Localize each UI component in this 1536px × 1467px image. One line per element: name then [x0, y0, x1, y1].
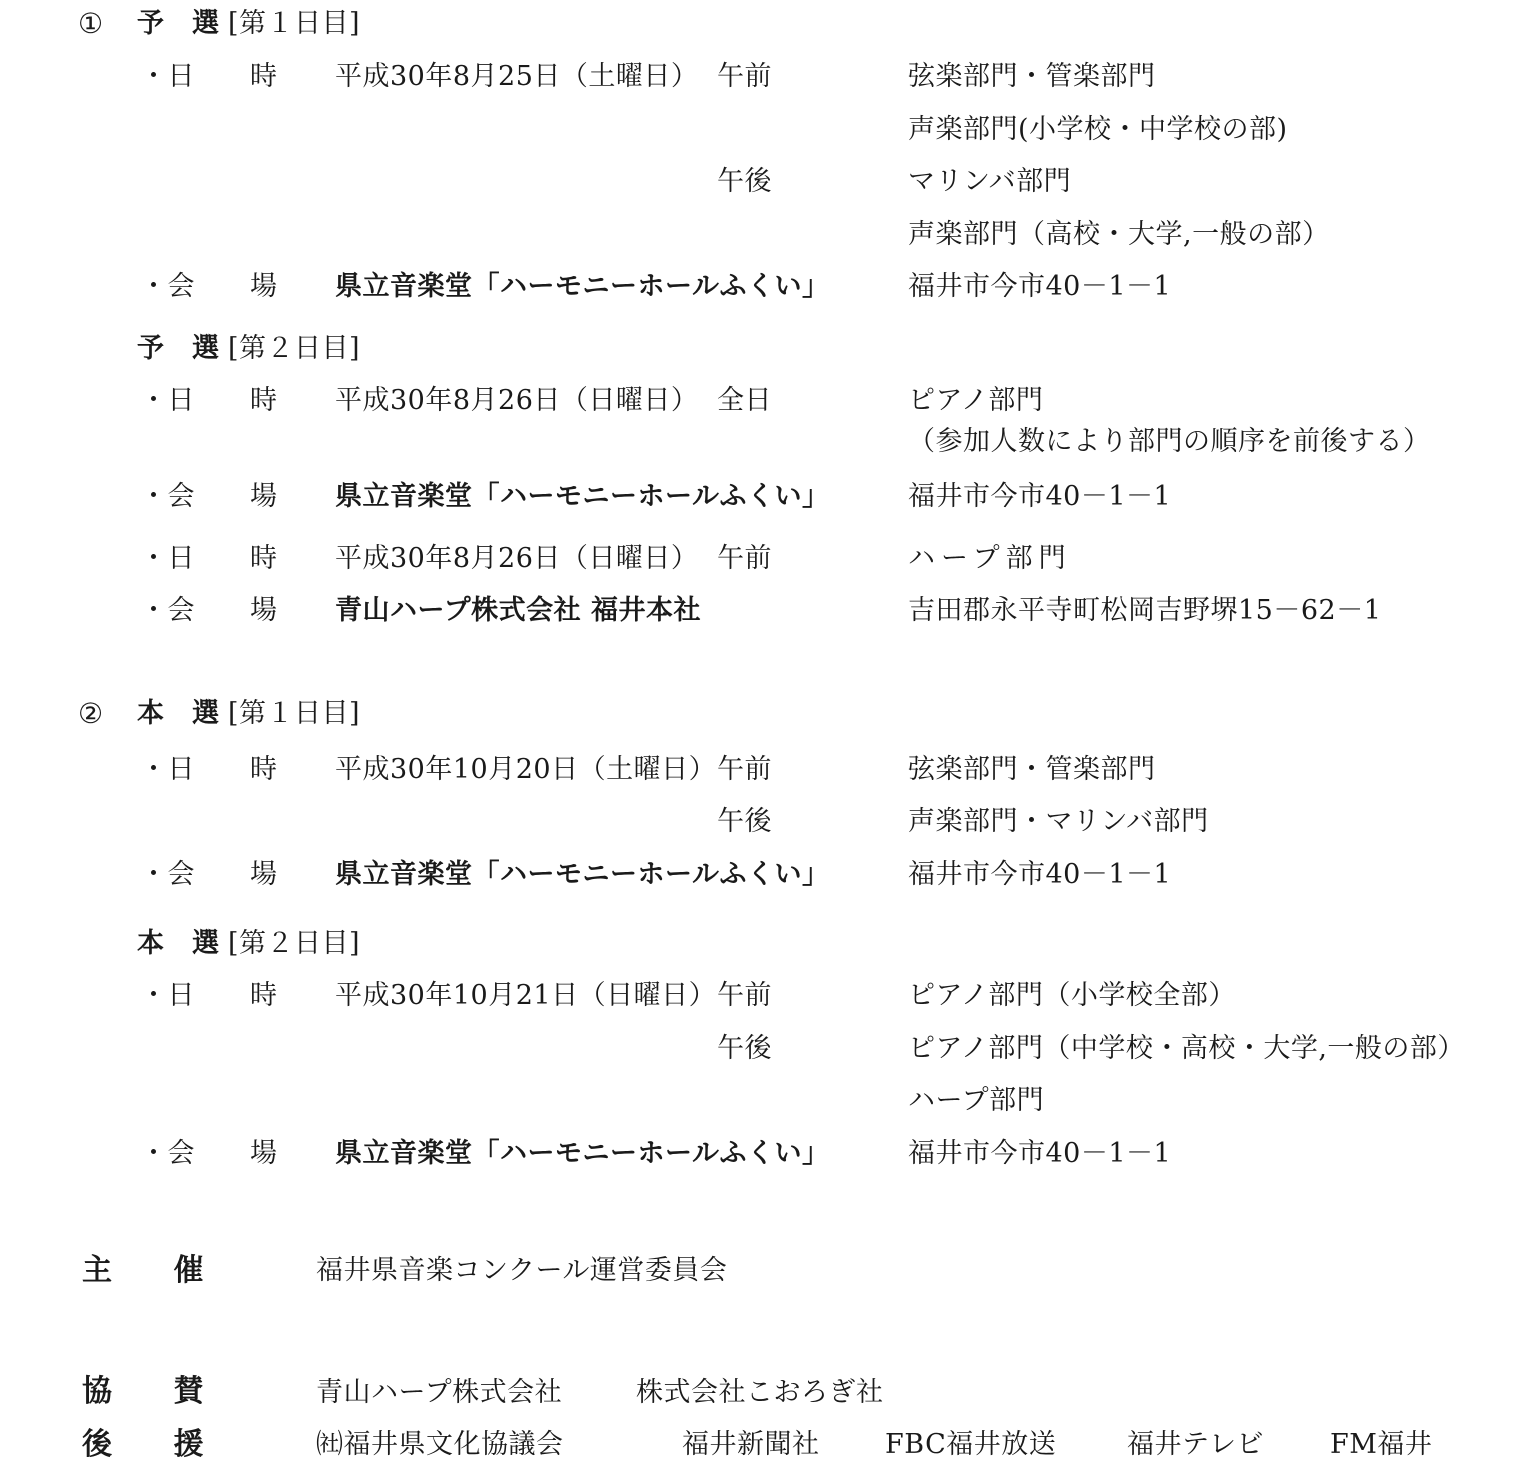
sponsor-item: 株式会社こおろぎ社 — [636, 1377, 884, 1408]
support-item: ㈳福井県文化協議会 — [316, 1429, 564, 1460]
final-day2-pm-item-2: ハープ部門 — [908, 1085, 1045, 1116]
final-day2-pm-item-1: ピアノ部門（中学校・高校・大学,一般の部） — [908, 1033, 1465, 1064]
prelim-day2-address: 福井市今市40－1－1 — [908, 481, 1172, 512]
final-day1-date-label: ・日 時 — [140, 754, 278, 785]
prelim-day1-pm: 午後 — [717, 166, 772, 197]
prelim-day1-venue-label: ・会 場 — [140, 271, 278, 302]
final-day1-address: 福井市今市40－1－1 — [908, 859, 1172, 890]
prelim-day2-item-1: ピアノ部門 — [908, 385, 1044, 416]
prelim-day1-am: 午前 — [717, 61, 772, 92]
final-day1-am-item: 弦楽部門・管楽部門 — [908, 754, 1156, 785]
final-day1-venue-label: ・会 場 — [140, 859, 278, 890]
final-day1-am: 午前 — [717, 754, 772, 785]
prelim-day1-am-item-2: 声楽部門(小学校・中学校の部) — [908, 114, 1288, 145]
final-day1-heading: 本 選 — [137, 698, 220, 729]
prelim-harp-date: 平成30年8月26日（日曜日） — [335, 543, 699, 574]
prelim-harp-date-label: ・日 時 — [140, 543, 278, 574]
support-item: 福井新聞社 — [682, 1429, 820, 1460]
sponsor-label: 協 賛 — [82, 1374, 204, 1409]
prelim-day2-date-label: ・日 時 — [140, 385, 278, 416]
prelim-day2-venue-label: ・会 場 — [140, 481, 278, 512]
final-day2-heading: 本 選 — [137, 928, 220, 959]
prelim-harp-address: 吉田郡永平寺町松岡吉野堺15－62－1 — [908, 595, 1382, 626]
support-item: 福井テレビ — [1127, 1429, 1264, 1460]
prelim-day1-address: 福井市今市40－1－1 — [908, 271, 1172, 302]
prelim-day1-date-label: ・日 時 — [140, 61, 278, 92]
final-day2-date-label: ・日 時 — [140, 980, 278, 1011]
prelim-day1-pm-item-2: 声楽部門（高校・大学,一般の部） — [908, 219, 1330, 250]
final-day1-pm-item: 声楽部門・マリンバ部門 — [908, 806, 1209, 837]
prelim-day2-time: 全日 — [717, 385, 772, 416]
prelim-day1-date: 平成30年8月25日（土曜日） — [335, 61, 699, 92]
prelim-day2-venue: 県立音楽堂「ハーモニーホールふくい」 — [335, 481, 830, 512]
final-day2-venue-label: ・会 場 — [140, 1138, 278, 1169]
final-day1-pm: 午後 — [717, 806, 772, 837]
prelim-day2-date: 平成30年8月26日（日曜日） — [335, 385, 699, 416]
prelim-day1-am-item-1: 弦楽部門・管楽部門 — [908, 61, 1156, 92]
prelim-day2-heading: 予 選 — [137, 333, 220, 364]
prelim-day2-heading-day: [第２日目] — [228, 333, 361, 364]
prelim-harp-item: ハープ部門 — [908, 543, 1072, 574]
section-number-prelim: ① — [78, 7, 104, 40]
prelim-day1-heading-day: [第１日目] — [228, 8, 361, 39]
final-day1-date: 平成30年10月20日（土曜日） — [335, 754, 717, 785]
prelim-day1-pm-item-1: マリンバ部門 — [908, 166, 1072, 197]
prelim-harp-time: 午前 — [717, 543, 772, 574]
organizer-value: 福井県音楽コンクール運営委員会 — [316, 1255, 728, 1286]
prelim-harp-venue-label: ・会 場 — [140, 595, 278, 626]
prelim-day2-item-2: （参加人数により部門の順序を前後する） — [908, 426, 1431, 457]
final-day1-heading-day: [第１日目] — [228, 698, 361, 729]
final-day2-address: 福井市今市40－1－1 — [908, 1138, 1172, 1169]
support-item: FM福井 — [1330, 1429, 1433, 1460]
final-day2-date: 平成30年10月21日（日曜日） — [335, 980, 717, 1011]
prelim-harp-venue: 青山ハープ株式会社 福井本社 — [335, 595, 702, 626]
support-item: FBC福井放送 — [885, 1429, 1057, 1460]
final-day2-am-item: ピアノ部門（小学校全部） — [908, 980, 1236, 1011]
organizer-label: 主 催 — [82, 1253, 204, 1288]
final-day1-venue: 県立音楽堂「ハーモニーホールふくい」 — [335, 859, 830, 890]
section-number-final: ② — [78, 697, 104, 730]
final-day2-heading-day: [第２日目] — [228, 928, 361, 959]
final-day2-am: 午前 — [717, 980, 772, 1011]
final-day2-pm: 午後 — [717, 1033, 772, 1064]
prelim-day1-heading: 予 選 — [137, 8, 220, 39]
prelim-day1-venue: 県立音楽堂「ハーモニーホールふくい」 — [335, 271, 830, 302]
final-day2-venue: 県立音楽堂「ハーモニーホールふくい」 — [335, 1138, 830, 1169]
support-label: 後 援 — [82, 1427, 204, 1462]
sponsor-item: 青山ハープ株式会社 — [316, 1377, 563, 1408]
